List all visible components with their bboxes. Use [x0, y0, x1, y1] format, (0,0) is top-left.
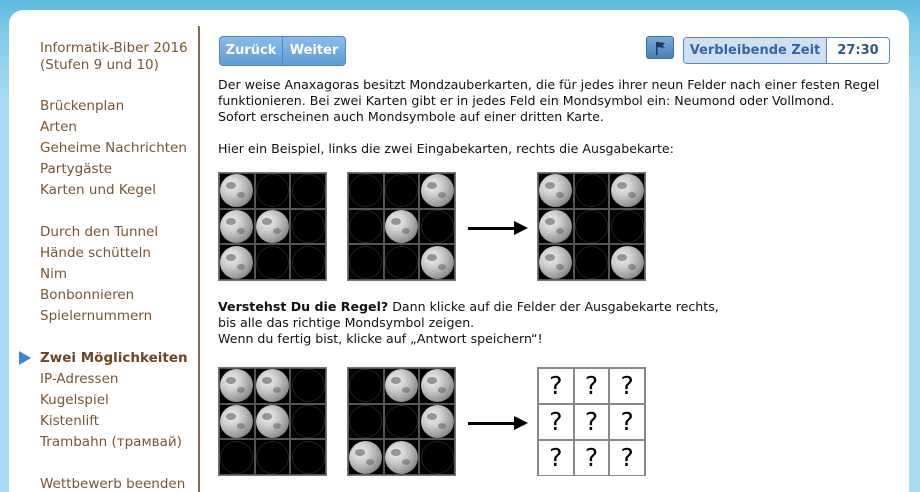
question-line1 — [218, 299, 719, 315]
question-input-card-1 — [218, 367, 327, 476]
card-cell — [348, 404, 384, 440]
answer-cell[interactable]: ? — [538, 368, 574, 404]
new-moon-icon — [220, 441, 253, 474]
full-moon-icon — [539, 210, 572, 243]
card-cell — [290, 368, 326, 404]
card-cell — [219, 209, 255, 245]
full-moon-icon — [421, 174, 454, 207]
full-moon-icon — [385, 210, 418, 243]
card-cell — [290, 209, 326, 245]
answer-cell[interactable]: ? — [609, 404, 645, 440]
new-moon-icon — [611, 210, 644, 243]
example-caption: Hier ein Beispiel, links die zwei Eingabekarten, rechts die Ausgabekarte: — [218, 141, 674, 156]
card-cell — [255, 404, 291, 440]
flag-icon — [647, 37, 675, 60]
new-moon-icon — [575, 174, 608, 207]
sidebar-item[interactable]: Zwei Möglichkeiten — [40, 350, 188, 366]
card-cell — [609, 244, 645, 280]
new-moon-icon — [421, 210, 454, 243]
question-line3: Wenn du fertig bist, klicke auf „Antwort speichern“! — [218, 331, 543, 346]
full-moon-icon — [611, 174, 644, 207]
sidebar-item[interactable]: Partygäste — [40, 161, 113, 177]
card-cell — [419, 368, 455, 404]
current-task-arrow-icon — [19, 351, 31, 365]
card-cell — [219, 439, 255, 475]
card-cell — [384, 404, 420, 440]
example-input-card-1 — [218, 172, 327, 281]
full-moon-icon — [256, 369, 289, 402]
card-cell — [290, 173, 326, 209]
card-cell — [255, 368, 291, 404]
sidebar-item[interactable]: Kugelspiel — [40, 392, 109, 408]
card-cell — [255, 439, 291, 475]
back-button[interactable]: Zurück — [220, 37, 283, 65]
question-input-card-2 — [347, 367, 456, 476]
full-moon-icon — [256, 405, 289, 438]
answer-cell[interactable]: ? — [538, 440, 574, 476]
full-moon-icon — [421, 369, 454, 402]
sidebar-item[interactable]: Trambahn (трамвай) — [40, 434, 182, 450]
card-cell — [348, 368, 384, 404]
full-moon-icon — [220, 210, 253, 243]
full-moon-icon — [220, 174, 253, 207]
sidebar-item[interactable]: Spielernummern — [40, 308, 153, 324]
sidebar-divider — [198, 26, 200, 492]
answer-cell[interactable]: ? — [609, 440, 645, 476]
new-moon-icon — [385, 405, 418, 438]
task-intro-line1: Der weise Anaxagoras besitzt Mondzauberkarten, die für jedes ihrer neun Felder nach einer festen Regel — [218, 77, 880, 92]
question-bold: Verstehst Du die Regel? — [218, 299, 389, 314]
card-cell — [384, 244, 420, 280]
sidebar-item[interactable]: Wettbewerb beenden — [40, 476, 186, 492]
answer-output-card — [537, 367, 646, 476]
card-cell — [419, 209, 455, 245]
answer-cell[interactable]: ? — [538, 404, 574, 440]
task-intro-line2: funktionieren. Bei zwei Karten gibt er in jedes Feld ein Mondsymbol ein: Neumond oder Vollmond. — [218, 93, 835, 108]
answer-cell[interactable]: ? — [574, 404, 610, 440]
new-moon-icon — [256, 441, 289, 474]
card-cell — [574, 209, 610, 245]
card-cell — [219, 173, 255, 209]
card-cell — [290, 404, 326, 440]
card-cell — [419, 439, 455, 475]
card-cell — [609, 209, 645, 245]
sidebar-item[interactable]: IP-Adressen — [40, 371, 119, 387]
card-cell — [219, 404, 255, 440]
card-cell — [348, 173, 384, 209]
card-cell — [255, 244, 291, 280]
card-cell — [384, 368, 420, 404]
sidebar-item[interactable]: Bonbonnieren — [40, 287, 135, 303]
example-input-card-2 — [347, 172, 456, 281]
contest-title[interactable]: Informatik-Biber 2016 (Stufen 9 und 10) — [40, 40, 188, 73]
full-moon-icon — [539, 174, 572, 207]
card-cell — [384, 439, 420, 475]
task-intro-line3: Sofort erscheinen auch Mondsymbole auf einer dritten Karte. — [218, 109, 604, 124]
sidebar-item[interactable]: Karten und Kegel — [40, 182, 156, 198]
new-moon-icon — [292, 405, 325, 438]
full-moon-icon — [385, 369, 418, 402]
navigation-buttons — [219, 36, 346, 66]
new-moon-icon — [349, 246, 382, 279]
new-moon-icon — [421, 441, 454, 474]
card-cell — [419, 404, 455, 440]
card-cell — [290, 439, 326, 475]
full-moon-icon — [421, 405, 454, 438]
new-moon-icon — [575, 246, 608, 279]
sidebar-item[interactable]: Brückenplan — [40, 98, 125, 114]
new-moon-icon — [292, 210, 325, 243]
new-moon-icon — [292, 369, 325, 402]
card-cell — [609, 173, 645, 209]
full-moon-icon — [256, 210, 289, 243]
full-moon-icon — [220, 369, 253, 402]
flag-button[interactable] — [646, 36, 674, 59]
card-cell — [348, 244, 384, 280]
card-cell — [290, 244, 326, 280]
sidebar-item[interactable]: Durch den Tunnel — [40, 224, 159, 240]
card-cell — [419, 244, 455, 280]
arrow-icon — [468, 221, 528, 235]
card-cell — [348, 439, 384, 475]
card-cell — [574, 244, 610, 280]
full-moon-icon — [220, 405, 253, 438]
new-moon-icon — [575, 210, 608, 243]
card-cell — [219, 368, 255, 404]
card-cell — [538, 209, 574, 245]
card-cell — [255, 209, 291, 245]
full-moon-icon — [385, 441, 418, 474]
card-cell — [384, 209, 420, 245]
answer-cell[interactable]: ? — [609, 368, 645, 404]
full-moon-icon — [421, 246, 454, 279]
card-cell — [384, 173, 420, 209]
timer-label: Verbleibende Zeit — [684, 38, 827, 63]
new-moon-icon — [256, 246, 289, 279]
card-cell — [255, 173, 291, 209]
timer-value: 27:30 — [837, 43, 879, 58]
card-cell — [574, 173, 610, 209]
sidebar-item[interactable]: Kistenlift — [40, 413, 100, 429]
new-moon-icon — [385, 246, 418, 279]
sidebar-item[interactable]: Geheime Nachrichten — [40, 140, 187, 156]
new-moon-icon — [349, 174, 382, 207]
full-moon-icon — [220, 246, 253, 279]
question-line2: bis alle das richtige Mondsymbol zeigen. — [218, 315, 475, 330]
new-moon-icon — [349, 210, 382, 243]
example-output-card — [537, 172, 646, 281]
arrow-icon — [468, 416, 528, 430]
sidebar-item[interactable]: Hände schütteln — [40, 245, 151, 261]
card-cell — [538, 173, 574, 209]
sidebar-item[interactable]: Arten — [40, 119, 77, 135]
next-button[interactable]: Weiter — [289, 43, 339, 58]
card-cell — [219, 244, 255, 280]
card-cell — [348, 209, 384, 245]
card-cell — [538, 244, 574, 280]
new-moon-icon — [292, 441, 325, 474]
new-moon-icon — [256, 174, 289, 207]
content-panel — [9, 10, 909, 492]
answer-cell[interactable]: ? — [574, 440, 610, 476]
answer-cell[interactable]: ? — [574, 368, 610, 404]
new-moon-icon — [349, 405, 382, 438]
new-moon-icon — [292, 174, 325, 207]
sidebar-item[interactable]: Nim — [40, 266, 67, 282]
question-rest: Dann klicke auf die Felder der Ausgabekarte rechts, — [388, 299, 719, 314]
new-moon-icon — [385, 174, 418, 207]
new-moon-icon — [349, 369, 382, 402]
card-cell — [419, 173, 455, 209]
full-moon-icon — [611, 246, 644, 279]
full-moon-icon — [349, 441, 382, 474]
remaining-time — [683, 37, 890, 64]
new-moon-icon — [292, 246, 325, 279]
full-moon-icon — [539, 246, 572, 279]
sidebar — [9, 10, 207, 492]
